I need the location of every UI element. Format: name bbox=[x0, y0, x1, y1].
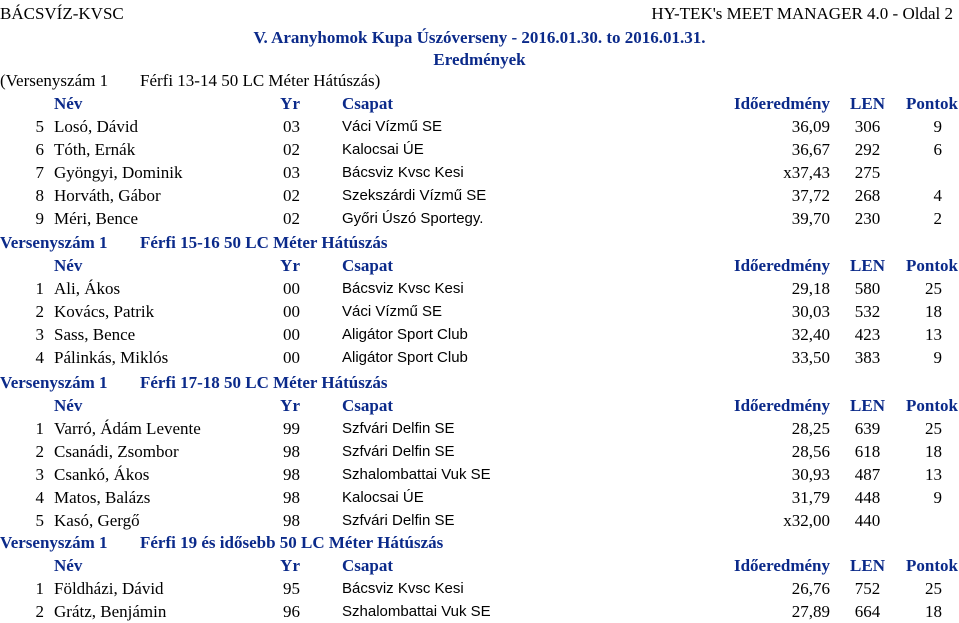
len-points: 423 bbox=[854, 325, 881, 344]
swimmer-name: Gyöngyi, Dominik bbox=[54, 163, 183, 182]
points: 25 bbox=[925, 579, 942, 598]
place: 4 bbox=[35, 348, 44, 367]
birth-year: 00 bbox=[283, 325, 300, 344]
column-time-header: Időeredmény bbox=[733, 396, 830, 415]
column-yr-header: Yr bbox=[280, 556, 300, 575]
event-number: (Versenyszám 1 bbox=[0, 71, 109, 90]
result-row bbox=[0, 464, 959, 486]
swimmer-name: Ali, Ákos bbox=[54, 279, 121, 298]
result-time: 36,09 bbox=[791, 117, 830, 136]
len-points: 440 bbox=[854, 511, 881, 530]
swimmer-name: Csanádi, Zsombor bbox=[54, 442, 179, 461]
software-page-label: HY-TEK's MEET MANAGER 4.0 - Oldal 2 bbox=[651, 4, 953, 23]
club-name: Váci Vízmű SE bbox=[342, 303, 443, 320]
column-len-header: LEN bbox=[850, 556, 885, 575]
club-name: Bácsviz Kvsc Kesi bbox=[342, 280, 464, 297]
club-name: Bácsviz Kvsc Kesi bbox=[342, 580, 464, 597]
len-points: 618 bbox=[854, 442, 881, 461]
result-row bbox=[0, 116, 959, 138]
swimmer-name: Pálinkás, Miklós bbox=[54, 348, 169, 367]
column-club-header: Csapat bbox=[342, 396, 394, 415]
birth-year: 96 bbox=[283, 602, 300, 621]
place: 5 bbox=[35, 117, 44, 136]
club-name: Szfvári Delfin SE bbox=[342, 512, 455, 529]
len-points: 752 bbox=[854, 579, 881, 598]
points: 2 bbox=[933, 209, 942, 228]
len-points: 448 bbox=[854, 488, 881, 507]
column-name-header: Név bbox=[54, 396, 83, 415]
column-club-header: Csapat bbox=[342, 94, 394, 113]
column-name-header: Név bbox=[54, 94, 83, 113]
result-time: 31,79 bbox=[791, 488, 830, 507]
event-name: Férfi 15-16 50 LC Méter Hátúszás bbox=[140, 233, 388, 252]
points: 13 bbox=[925, 325, 942, 344]
birth-year: 02 bbox=[283, 140, 300, 159]
result-row bbox=[0, 139, 959, 161]
result-time: 33,50 bbox=[791, 348, 830, 367]
result-time: 26,76 bbox=[791, 579, 830, 598]
place: 5 bbox=[35, 511, 44, 530]
place: 2 bbox=[35, 442, 44, 461]
club-name: Váci Vízmű SE bbox=[342, 118, 443, 135]
club-name: Aligátor Sport Club bbox=[342, 349, 468, 366]
result-time: 28,56 bbox=[791, 442, 830, 461]
result-row bbox=[0, 347, 959, 369]
len-points: 275 bbox=[854, 163, 881, 182]
column-header-row bbox=[0, 555, 959, 577]
place: 1 bbox=[35, 579, 44, 598]
column-points-header: Pontok bbox=[906, 396, 958, 415]
org-name: BÁCSVÍZ-KVSC bbox=[0, 4, 124, 23]
event-number: Versenyszám 1 bbox=[0, 533, 108, 552]
column-len-header: LEN bbox=[850, 94, 885, 113]
club-name: Szekszárdi Vízmű SE bbox=[342, 187, 487, 204]
len-points: 306 bbox=[854, 117, 881, 136]
place: 2 bbox=[35, 602, 44, 621]
birth-year: 98 bbox=[283, 511, 300, 530]
swimmer-name: Losó, Dávid bbox=[54, 117, 139, 136]
club-name: Bácsviz Kvsc Kesi bbox=[342, 164, 464, 181]
birth-year: 03 bbox=[283, 117, 300, 136]
points: 18 bbox=[925, 302, 942, 321]
swimmer-name: Varró, Ádám Levente bbox=[54, 419, 201, 438]
len-points: 664 bbox=[854, 602, 881, 621]
place: 7 bbox=[35, 163, 44, 182]
result-row bbox=[0, 487, 959, 509]
points: 25 bbox=[925, 419, 942, 438]
event-name: Férfi 19 és idősebb 50 LC Méter Hátúszás bbox=[140, 533, 444, 552]
column-club-header: Csapat bbox=[342, 556, 394, 575]
column-header-row bbox=[0, 93, 959, 115]
birth-year: 98 bbox=[283, 465, 300, 484]
result-time: 39,70 bbox=[791, 209, 830, 228]
result-row bbox=[0, 601, 959, 623]
event-name: Férfi 17-18 50 LC Méter Hátúszás bbox=[140, 373, 388, 392]
column-time-header: Időeredmény bbox=[733, 94, 830, 113]
len-points: 230 bbox=[854, 209, 881, 228]
event-number: Versenyszám 1 bbox=[0, 233, 108, 252]
swimmer-name: Méri, Bence bbox=[54, 209, 139, 228]
birth-year: 02 bbox=[283, 186, 300, 205]
swimmer-name: Kasó, Gergő bbox=[54, 511, 140, 530]
club-name: Szhalombattai Vuk SE bbox=[342, 603, 491, 620]
column-points-header: Pontok bbox=[906, 94, 958, 113]
results-title: Eredmények bbox=[433, 50, 526, 69]
birth-year: 00 bbox=[283, 302, 300, 321]
club-name: Szhalombattai Vuk SE bbox=[342, 466, 491, 483]
len-points: 292 bbox=[854, 140, 881, 159]
event-name: Férfi 13-14 50 LC Méter Hátúszás) bbox=[140, 71, 381, 90]
len-points: 268 bbox=[854, 186, 881, 205]
column-club-header: Csapat bbox=[342, 256, 394, 275]
points: 25 bbox=[925, 279, 942, 298]
meet-title: V. Aranyhomok Kupa Úszóverseny - 2016.01.30. to 2016.01.31. bbox=[253, 28, 706, 47]
points: 13 bbox=[925, 465, 942, 484]
result-time: 30,93 bbox=[791, 465, 830, 484]
points: 9 bbox=[933, 488, 942, 507]
place: 8 bbox=[35, 186, 44, 205]
result-row bbox=[0, 278, 959, 300]
points: 6 bbox=[933, 140, 942, 159]
club-name: Győri Úszó Sportegy. bbox=[342, 210, 484, 227]
len-points: 580 bbox=[854, 279, 881, 298]
place: 4 bbox=[35, 488, 44, 507]
len-points: 639 bbox=[854, 419, 881, 438]
result-row bbox=[0, 162, 959, 184]
result-time: 30,03 bbox=[791, 302, 830, 321]
club-name: Szfvári Delfin SE bbox=[342, 443, 455, 460]
place: 1 bbox=[35, 419, 44, 438]
points: 18 bbox=[925, 442, 942, 461]
len-points: 487 bbox=[854, 465, 881, 484]
swimmer-name: Kovács, Patrik bbox=[54, 302, 155, 321]
result-row bbox=[0, 301, 959, 323]
birth-year: 02 bbox=[283, 209, 300, 228]
result-time: 29,18 bbox=[791, 279, 830, 298]
points: 18 bbox=[925, 602, 942, 621]
column-time-header: Időeredmény bbox=[733, 556, 830, 575]
result-row bbox=[0, 185, 959, 207]
column-len-header: LEN bbox=[850, 396, 885, 415]
swimmer-name: Matos, Balázs bbox=[54, 488, 151, 507]
swimmer-name: Grátz, Benjámin bbox=[54, 602, 167, 621]
points: 9 bbox=[933, 348, 942, 367]
place: 3 bbox=[35, 465, 44, 484]
place: 1 bbox=[35, 279, 44, 298]
column-name-header: Név bbox=[54, 556, 83, 575]
place: 9 bbox=[35, 209, 44, 228]
swimmer-name: Csankó, Ákos bbox=[54, 465, 150, 484]
club-name: Aligátor Sport Club bbox=[342, 326, 468, 343]
column-header-row bbox=[0, 255, 959, 277]
club-name: Kalocsai ÚE bbox=[342, 489, 424, 506]
points: 4 bbox=[933, 186, 942, 205]
swimmer-name: Horváth, Gábor bbox=[54, 186, 161, 205]
birth-year: 98 bbox=[283, 442, 300, 461]
result-row bbox=[0, 441, 959, 463]
result-row bbox=[0, 208, 959, 230]
result-row bbox=[0, 510, 959, 532]
result-row bbox=[0, 578, 959, 600]
birth-year: 98 bbox=[283, 488, 300, 507]
swimmer-name: Földházi, Dávid bbox=[54, 579, 164, 598]
column-yr-header: Yr bbox=[280, 256, 300, 275]
result-row bbox=[0, 418, 959, 440]
birth-year: 99 bbox=[283, 419, 300, 438]
birth-year: 00 bbox=[283, 348, 300, 367]
birth-year: 95 bbox=[283, 579, 300, 598]
result-time: 37,72 bbox=[791, 186, 830, 205]
club-name: Szfvári Delfin SE bbox=[342, 420, 455, 437]
swimmer-name: Tóth, Ernák bbox=[54, 140, 136, 159]
len-points: 383 bbox=[854, 348, 881, 367]
points: 9 bbox=[933, 117, 942, 136]
result-time: x37,43 bbox=[783, 163, 830, 182]
birth-year: 03 bbox=[283, 163, 300, 182]
result-time: 36,67 bbox=[791, 140, 830, 159]
column-time-header: Időeredmény bbox=[733, 256, 830, 275]
place: 2 bbox=[35, 302, 44, 321]
result-time: 27,89 bbox=[791, 602, 830, 621]
place: 3 bbox=[35, 325, 44, 344]
result-row bbox=[0, 324, 959, 346]
column-header-row bbox=[0, 395, 959, 417]
place: 6 bbox=[35, 140, 44, 159]
result-time: 32,40 bbox=[791, 325, 830, 344]
column-points-header: Pontok bbox=[906, 256, 958, 275]
event-number: Versenyszám 1 bbox=[0, 373, 108, 392]
column-points-header: Pontok bbox=[906, 556, 958, 575]
column-yr-header: Yr bbox=[280, 94, 300, 113]
club-name: Kalocsai ÚE bbox=[342, 141, 424, 158]
swimmer-name: Sass, Bence bbox=[54, 325, 136, 344]
column-name-header: Név bbox=[54, 256, 83, 275]
result-time: 28,25 bbox=[791, 419, 830, 438]
column-yr-header: Yr bbox=[280, 396, 300, 415]
len-points: 532 bbox=[854, 302, 881, 321]
result-time: x32,00 bbox=[783, 511, 830, 530]
birth-year: 00 bbox=[283, 279, 300, 298]
column-len-header: LEN bbox=[850, 256, 885, 275]
